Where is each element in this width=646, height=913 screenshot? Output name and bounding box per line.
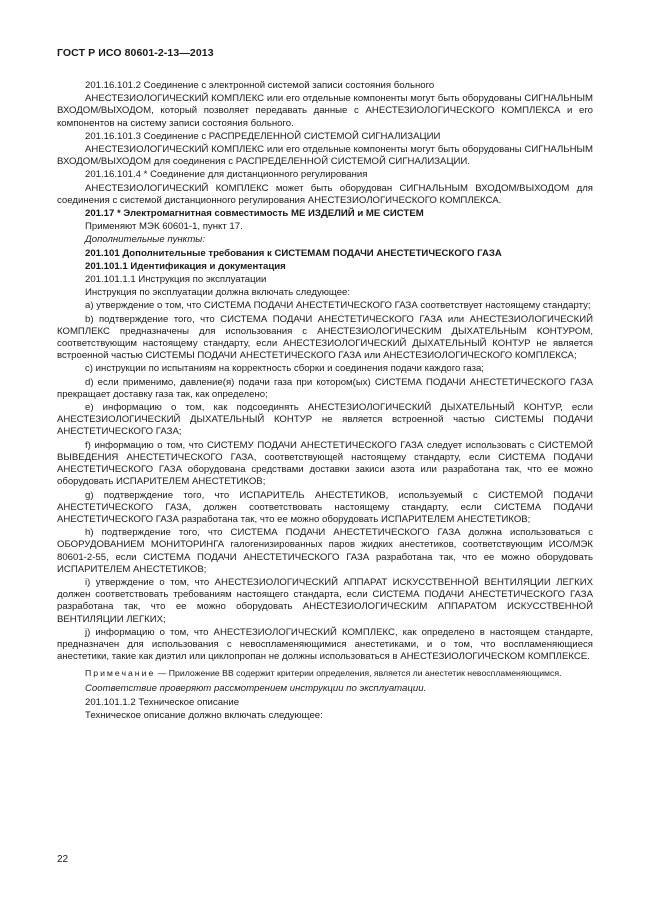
paragraph: 201.16.101.2 Соединение с электронной системой записи состояния больного — [85, 80, 435, 91]
paragraph: 201.17 * Электромагнитная совместимость МЕ ИЗДЕЛИЙ и МЕ СИСТЕМ — [85, 208, 424, 220]
paragraph: е) информацию о том, как подсоединять АНЕСТЕЗИОЛОГИЧЕСКИЙ ДЫХАТЕЛЬНЫЙ КОНТУР, если АНЕСТЕЗИОЛОГИЧЕСКИЙ ДЫХАТЕЛЬНЫЙ КОНТУР не является встроенной частью СИСТЕМЫ ПОДАЧИ АНЕСТЕТИЧЕСКОГО ГАЗА; — [57, 402, 593, 438]
paragraph: 201.101.1 Идентификация и документация — [85, 260, 286, 272]
paragraph: d) если применимо, давление(я) подачи газа при котором(ых) СИСТЕМА ПОДАЧИ АНЕСТЕТИЧЕСКОГО ГАЗА прекращает доставку газа так, как определено; — [57, 376, 593, 400]
paragraph: j) информацию о том, что АНЕСТЕЗИОЛОГИЧЕСКИЙ КОМПЛЕКС, как определено в настоящем стандарте, предназначен для использования с невоспламеняющимися анестетиками, и о том, что воспламеняющиеся анестетики, такие как диэтил или циклопропан не должны использоваться в АНЕСТЕЗИОЛОГИЧЕСКОМ КОМПЛЕКСЕ. — [57, 626, 593, 663]
paragraph: Применяют МЭК 60601-1, пункт 17. — [85, 221, 243, 233]
paragraph: АНЕСТЕЗИОЛОГИЧЕСКИЙ КОМПЛЕКС может быть оборудован СИГНАЛЬНЫМ ВХОДОМ/ВЫХОДОМ для соединения с системой дистанционного регулирования АНЕСТЕЗИОЛОГИЧЕСКОГО КОМПЛЕКСА. — [57, 182, 593, 206]
paragraph: b) подтверждение того, что СИСТЕМА ПОДАЧИ АНЕСТЕТИЧЕСКОГО ГАЗА или АНЕСТЕЗИОЛОГИЧЕСКИЙ КОМПЛЕКС предназначены для использования с АНЕСТЕЗИОЛОГИЧЕСКИМ ДЫХАТЕЛЬНЫМ КОНТУРОМ, соответствующим настоящему стандарту, если АНЕСТЕЗИОЛОГИЧЕСКИЙ ДЫХАТЕЛЬНЫЙ КОНТУР не является встроенной частью СИСТЕМЫ ПОДАЧИ АНЕСТЕТИЧЕСКОГО ГАЗА или АНЕСТЕЗИОЛОГИЧЕСКОГО КОМПЛЕКСА; — [57, 313, 593, 362]
note-paragraph — [57, 668, 593, 679]
document-header: ГОСТ Р ИСО 80601-2-13—2013 — [57, 47, 214, 59]
note-label: Примечание — [85, 668, 156, 679]
paragraph: 201.16.101.3 Соединение с РАСПРЕДЕЛЕННОЙ СИСТЕМОЙ СИГНАЛИЗАЦИИ — [85, 130, 441, 142]
paragraph: 201.16.101.4 * Соединение для дистанционного регулирования — [85, 169, 368, 181]
paragraph: 201.101.1.1 Инструкция по эксплуатации — [85, 274, 267, 286]
paragraph: Дополнительные пункты: — [85, 234, 206, 246]
paragraph: а) утверждение о том, что СИСТЕМА ПОДАЧИ АНЕСТЕТИЧЕСКОГО ГАЗА соответствует настоящему стандарту; — [85, 300, 591, 312]
paragraph-list — [57, 80, 593, 663]
note-text: — Приложение ВВ содержит критерии определения, является ли анестетик невоспламеняющимся. — [155, 668, 562, 679]
paragraph: g) подтверждение того, что ИСПАРИТЕЛЬ АНЕСТЕТИКОВ, используемый с СИСТЕМОЙ ПОДАЧИ АНЕСТЕТИЧЕСКОГО ГАЗА, должен соответствовать настоящему стандарту, если СИСТЕМА ПОДАЧИ АНЕСТЕТИЧЕСКОГО ГАЗА разработана так, что ее можно оборудовать ИСПАРИТЕЛЕМ АНЕСТЕТИКОВ; — [57, 489, 593, 525]
tail-paragraph-list — [57, 683, 593, 722]
paragraph: Техническое описание должно включать следующее: — [85, 709, 323, 721]
paragraph: i) утверждение о том, что АНЕСТЕЗИОЛОГИЧЕСКИЙ АППАРАТ ИСКУССТВЕННОЙ ВЕНТИЛЯЦИИ ЛЕГКИХ должен соответствовать требованиям настоящего стандарта, если СИСТЕМА ПОДАЧИ АНЕСТЕТИЧЕСКОГО ГАЗА разработана так, что ее можно оборудовать АНЕСТЕЗИОЛОГИЧЕСКИМ АППАРАТОМ ИСКУССТВЕННОЙ ВЕНТИЛЯЦИИ ЛЕГКИХ; — [57, 576, 593, 625]
paragraph: АНЕСТЕЗИОЛОГИЧЕСКИЙ КОМПЛЕКС или его отдельные компоненты могут быть оборудованы СИГНАЛЬНЫМ ВХОДОМ/ВЫХОДОМ для соединения с РАСПРЕДЕЛЕННОЙ СИСТЕМОЙ СИГНАЛИЗАЦИИ. — [57, 144, 593, 168]
page-number: 22 — [57, 854, 69, 865]
paragraph: h) подтверждение того, что СИСТЕМА ПОДАЧИ АНЕСТЕТИЧЕСКОГО ГАЗА должна использоваться с ОБОРУДОВАНИЕМ МОНИТОРИНГА галогенизированных паров жидких анестетиков, соответствующим ИСО/МЭК 80601-2-55, если СИСТЕМА ПОДАЧИ АНЕСТЕТИЧЕСКОГО ГАЗА разработана так, что ее можно оборудовать ИСПАРИТЕЛЕМ АНЕСТЕТИКОВ; — [57, 527, 593, 575]
paragraph: АНЕСТЕЗИОЛОГИЧЕСКИЙ КОМПЛЕКС или его отдельные компоненты могут быть оборудованы СИГНАЛЬНЫМ ВХОДОМ/ВЫХОДОМ, который позволяет передавать данные с АНЕСТЕЗИОЛОГИЧЕСКОГО КОМПЛЕКСА и его компонентов на систему записи состояния больного. — [57, 93, 593, 129]
paragraph: Соответствие проверяют рассмотрением инструкции по эксплуатации. — [85, 683, 427, 695]
document-body — [57, 80, 593, 723]
paragraph: 201.101 Дополнительные требования к СИСТЕМАМ ПОДАЧИ АНЕСТЕТИЧЕСКОГО ГАЗА — [85, 247, 502, 259]
paragraph: 201.101.1.2 Техническое описание — [85, 696, 240, 708]
paragraph: с) инструкции по испытаниям на корректность сборки и соединения подачи каждого газа; — [85, 363, 484, 375]
paragraph: f) информацию о том, что СИСТЕМУ ПОДАЧИ АНЕСТЕТИЧЕСКОГО ГАЗА следует использовать с СИСТЕМОЙ ВЫВЕДЕНИЯ АНЕСТЕТИЧЕСКОГО ГАЗА, соответствующей настоящему стандарту, если СИСТЕМА ПОДАЧИ АНЕСТЕТИЧЕСКОГО ГАЗА оборудована средствами доставки закиси азота или разработана так, что ее можно оборудовать ИСПАРИТЕЛЕМ АНЕСТЕТИКОВ; — [57, 439, 593, 488]
paragraph: Инструкция по эксплуатации должна включать следующее: — [85, 287, 351, 299]
